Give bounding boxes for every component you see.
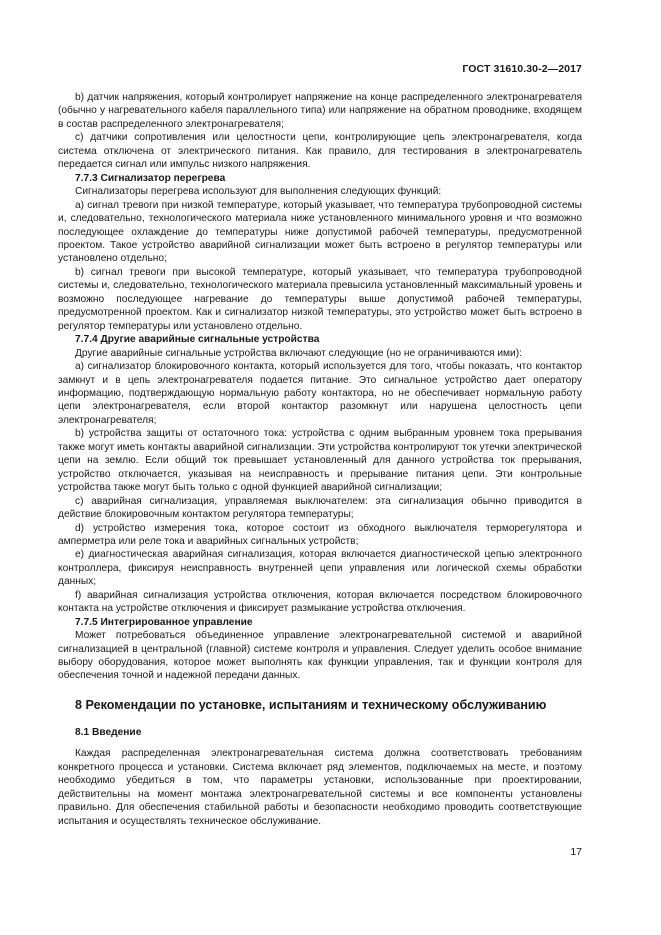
- paragraph: e) диагностическая аварийная сигнализация, которая включается диагностической цепью электронного контроллера, фиксируя неисправность внутренней цепи управления или логической схемы обработки данных;: [58, 549, 582, 588]
- paragraph: b) сигнал тревоги при высокой температуре, который указывает, что температура трубопроводной системы и, следовательно, технологического материала превысила установленный максимальный уровень и возможно последующее нагревание до температуры выше допустимой рабочей температуры, предусмотренной проектом. Как и сигнализатор низкой температуры, это устройство может быть встроено в регулятор температуры или установлено отдельно.: [58, 266, 582, 332]
- paragraph: a) сигнал тревоги при низкой температуре, который указывает, что температура трубопроводной системы и, следовательно, технологического материала ниже установленного минимального уровня и что возможно последующее охлаждение до температуры ниже допустимой рабочей температуры, предусмотренной проектом. Такое устройство аварийной сигнализации может быть встроено в регулятор температуры или установлено отдельно;: [58, 199, 582, 265]
- paragraph: a) сигнализатор блокировочного контакта, который используется для того, чтобы показать, что контактор замкнут и в цепь электронагревателя подается питание. Это сигнальное устройство дает оператору информацию, подтверждающую нормальную работу контактора, но не обеспечивает нормальную работу цепи электронагревателя, если второй контактор разомкнут или нарушена целостность цепи электронагревателя;: [58, 361, 582, 426]
- subsection-heading: 7.7.4 Другие аварийные сигнальные устройства: [75, 334, 320, 346]
- paragraph: с) аварийная сигнализация, управляемая выключателем: эта сигнализация обычно приводится в действие блокировочным контактом регулятора температуры;: [58, 495, 582, 521]
- paragraph: b) устройства защиты от остаточного тока: устройства с одним выбранным уровнем тока прерывания также могут иметь контакты аварийной сигнализации. Эти устройства контролируют ток утечки электрической цепи на землю. Если общий ток превышает установленный для данного устройства ток прерывания, устройство отключается, указывая на неисправность и прерывание питания цепи. Эти контрольные устройства также могут быть только с одной функцией аварийной сигнализации;: [58, 428, 582, 494]
- paragraph: Другие аварийные сигнальные устройства включают следующие (но не ограничиваются ими):: [75, 347, 522, 359]
- document-body: [58, 91, 582, 828]
- paragraph: b) датчик напряжения, который контролирует напряжение на конце распределенного электронагревателя (обычно у нагревательного кабеля параллельного типа) или напряжение на обратном проводнике, входящем в состав распределенного электронагревателя;: [58, 92, 582, 130]
- paragraph: d) устройство измерения тока, которое состоит из обходного выключателя терморегулятора и амперметра или реле тока и аварийных сигнальных устройств;: [58, 522, 582, 547]
- subsection-heading: 7.7.3 Сигнализатор перегрева: [75, 172, 226, 184]
- subsection-heading: 7.7.5 Интегрированное управление: [75, 616, 253, 628]
- paragraph: Каждая распределенная электронагревательная система должна соответствовать требованиям конкретного процесса и установки. Система включает ряд элементов, подключаемых на месте, и поэтому необходимо убедиться в том, что параметры установки, использованные при проектировании, действительны на момент монтажа электронагревательной системы и все компоненты установлены правильно. Для обеспечения стабильной работы и безопасности необходимо проводить соответствующие испытания и осуществлять техническое обслуживание.: [58, 748, 582, 827]
- document-header: ГОСТ 31610.30-2—2017: [462, 63, 582, 75]
- subsection-title: 8.1 Введение: [75, 726, 142, 738]
- paragraph: Может потребоваться объединенное управление электронагревательной системой и аварийной сигнализацией в центральной (главной) системе контроля и управления. Следует уделить особое внимание выбору оборудования, которое может выполнять как функции управления, так и функции контроля для обеспечения точной и надежной передачи данных.: [58, 630, 582, 682]
- page-number: 17: [570, 846, 582, 858]
- section-heading: 8 Рекомендации по установке, испытаниям и техническому обслуживанию: [75, 697, 547, 712]
- paragraph: Сигнализаторы перегрева используют для выполнения следующих функций:: [75, 186, 442, 198]
- paragraph: f) аварийная сигнализация устройства отключения, которая включается посредством блокировочного контакта на устройстве отключения и фиксирует размыкание устройства отключения.: [58, 589, 582, 615]
- paragraph: с) датчики сопротивления или целостности цепи, контролирующие цепь электронагревателя, когда система отключена от электрического питания. Как правило, для тестирования в электронагреватель передается сигнал или импульс низкого напряжения.: [58, 132, 582, 171]
